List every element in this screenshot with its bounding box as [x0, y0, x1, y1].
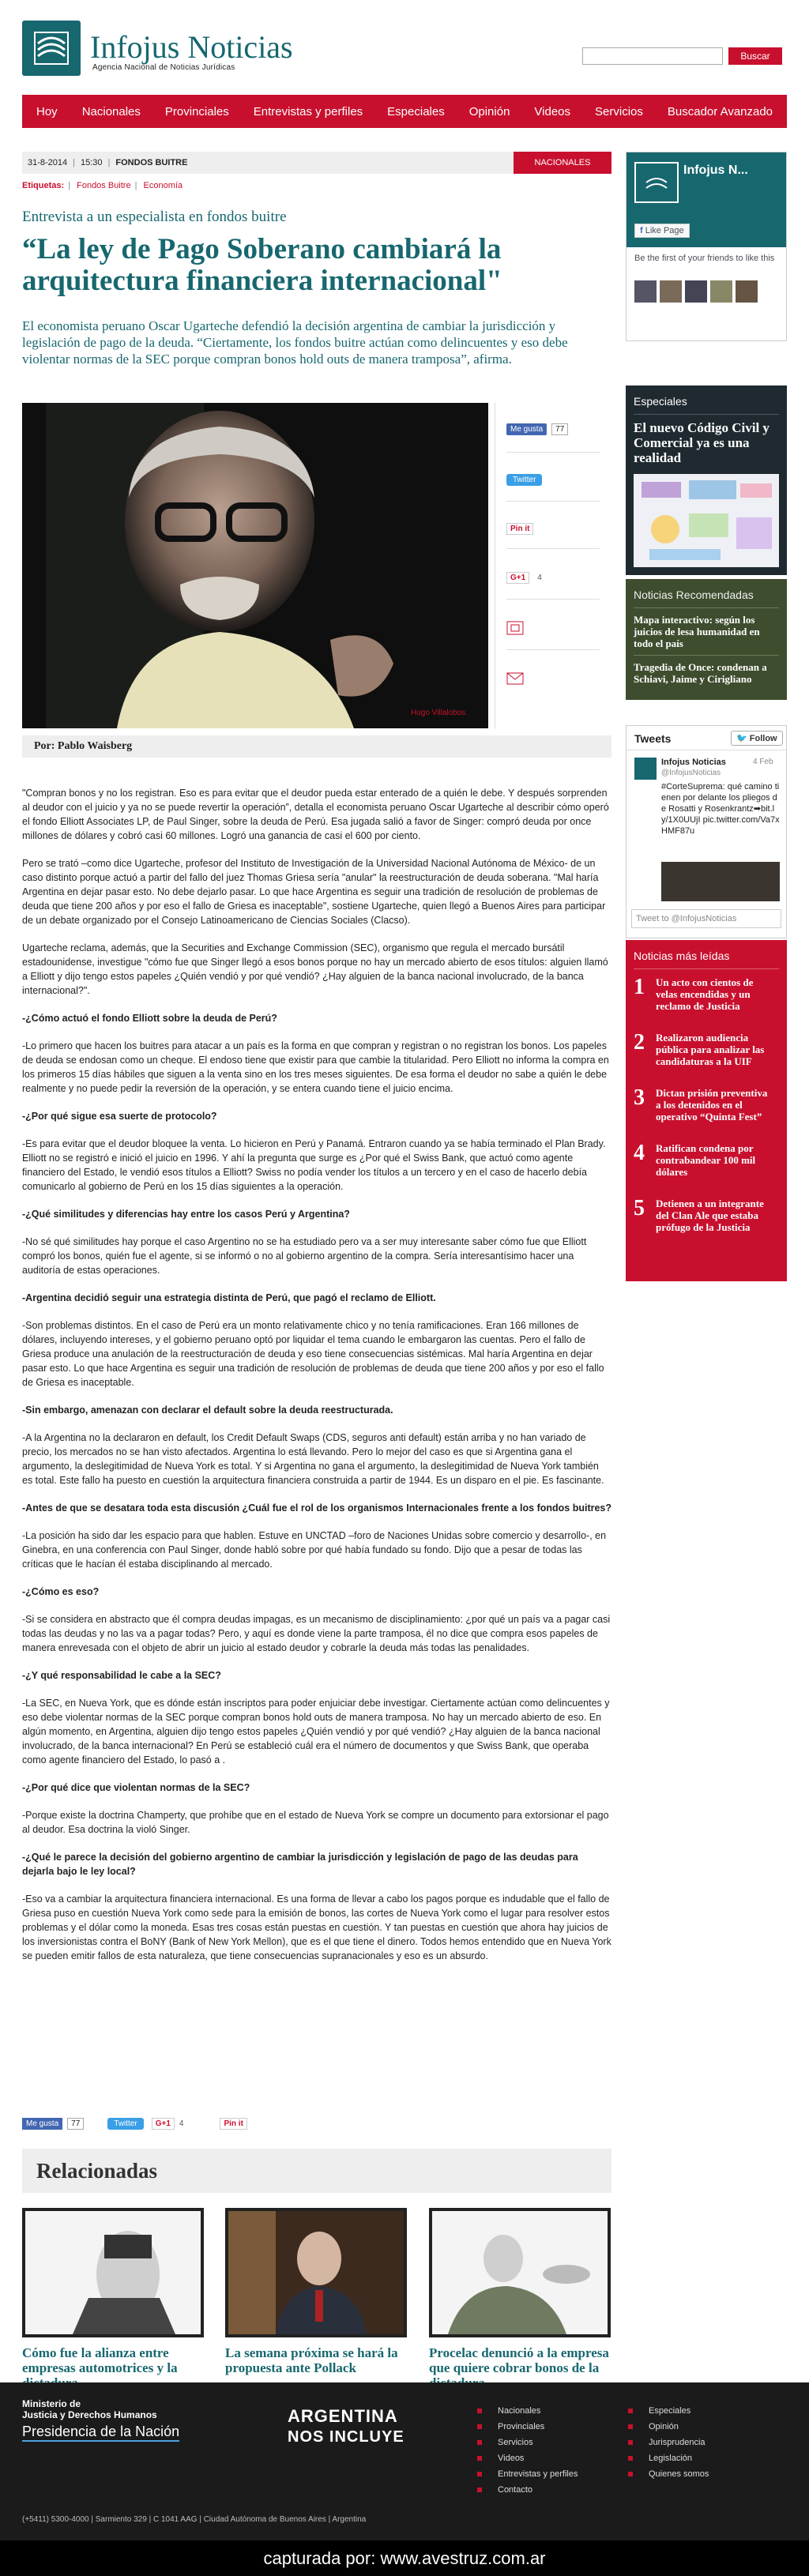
avatar[interactable]: [685, 280, 707, 303]
relacionadas-title: Relacionadas: [36, 2158, 158, 2183]
tweet-avatar[interactable]: [634, 758, 657, 780]
related-article[interactable]: [22, 2208, 204, 2390]
footer-link[interactable]: Videos: [477, 2454, 524, 2463]
especiales-label: Especiales: [634, 395, 687, 408]
email-icon[interactable]: [506, 671, 524, 686]
interview-question: -Antes de que se desatara toda esta discusión ¿Cuál fue el rol de los organismos Internacionales frente a los fondos buitres?: [22, 1502, 612, 1514]
interview-question: -Argentina decidió seguir una estrategia distinta de Perú, que pagó el reclamo de Elliott.: [22, 1292, 436, 1303]
share-column: [495, 403, 611, 728]
nav-item-buscador[interactable]: Buscador Avanzado: [667, 104, 773, 118]
facebook-like-button[interactable]: [506, 422, 568, 436]
article-meta-bar: 31-8-2014 | 15:30 | FONDOS BUITRE: [22, 152, 611, 174]
tweets-label: Tweets: [634, 732, 672, 745]
article-time: 15:30: [81, 158, 103, 167]
article-body: [22, 786, 611, 1976]
footer-link[interactable]: Nacionales: [477, 2406, 540, 2416]
footer-link[interactable]: Jurisprudencia: [628, 2438, 706, 2447]
footer-address: (+5411) 5300-4000 | Sarmiento 329 | C 1041 AAG | Ciudad Autónoma de Buenos Aires | Argentina: [22, 2515, 367, 2524]
facebook-icon: f: [640, 226, 645, 235]
especiales-image[interactable]: [634, 474, 779, 567]
tags-label: Etiquetas:: [22, 181, 65, 190]
article-lede: El economista peruano Oscar Ugarteche defendió la decisión argentina de cambiar la jurisdicción y legislación de pago de la deuda. “Ciertamente, los fondos buitre actúan como delincuentes y eso debe violentar normas de la SEC porque compran bonos hold outs de manera tramposa”, afirma.: [22, 318, 568, 367]
gplus-count: 4: [537, 573, 542, 582]
nav-item-videos[interactable]: Videos: [534, 104, 571, 118]
avatar[interactable]: [634, 280, 657, 303]
ministry-line-2: Justicia y Derechos Humanos: [22, 2409, 157, 2420]
like-page-label: Like Page: [645, 226, 684, 235]
twitter-timeline-widget: [626, 725, 787, 938]
mas-leidas-item[interactable]: [634, 976, 779, 1019]
tweet-text[interactable]: #CorteSuprema: qué camino tienen por delante los pliegos de Rosatti y Rosenkrantz➡bit.ly/1X0UUjI pic.twitter.com/Va7xHMF87u: [661, 782, 780, 836]
interview-question: -¿Cómo es eso?: [22, 1586, 100, 1597]
tags-row: Etiquetas: | Fondos Buitre | Economía: [22, 181, 183, 190]
article-paragraph: -Es para evitar que el deudor bloquee la venta. Lo hicieron en Perú y Panamá. Entraron cuando ya se había terminado el Plan Brady. Elliott no se registró e inició el juicio en 1996. Y ahí la pregunta que surge es ¿Por qué el Swiss Bank, que actuó como agente financiero del Estado, le vendió esos títulos a Elliott? Swiss no podía vender los títulos a un tercero y en el caso de hacerlo debía comunicarlo al gobierno de Perú en los 15 días siguientes a la operación.: [22, 1138, 606, 1192]
tweet-handle[interactable]: @InfojusNoticias: [661, 769, 721, 777]
nav-item-especiales[interactable]: Especiales: [387, 104, 445, 118]
interview-question: -¿Cómo actuó el fondo Elliott sobre la deuda de Perú?: [22, 1013, 277, 1024]
facebook-friends-avatars: [634, 280, 758, 303]
nav-item-nacionales[interactable]: Nacionales: [81, 104, 141, 118]
related-article-image[interactable]: [429, 2208, 611, 2337]
nav-item-opinion[interactable]: Opinión: [468, 104, 510, 118]
mas-leidas-number: 2: [634, 1030, 645, 1055]
footer-link[interactable]: Especiales: [628, 2406, 690, 2416]
slogan-line-2: NOS INCLUYE: [288, 2428, 404, 2446]
byline-text: Por: Pablo Waisberg: [34, 740, 133, 752]
footer-link[interactable]: Provinciales: [477, 2422, 544, 2431]
nav-item-provinciales[interactable]: Provinciales: [164, 104, 229, 118]
follow-label: Follow: [749, 734, 777, 743]
related-article[interactable]: [429, 2208, 611, 2390]
interview-question: -¿Qué similitudes y diferencias hay entre los casos Perú y Argentina?: [22, 1209, 350, 1220]
footer-link[interactable]: Legislación: [628, 2454, 692, 2463]
mas-leidas-item[interactable]: [634, 1142, 779, 1185]
footer-link[interactable]: Contacto: [477, 2485, 532, 2495]
gplus-button[interactable]: [506, 570, 542, 585]
recomendada-item[interactable]: Mapa interactivo: según los juicios de lesa humanidad en todo el país: [634, 614, 760, 649]
main-nav: [22, 95, 787, 128]
mas-leidas-item[interactable]: [634, 1087, 779, 1130]
related-article-title[interactable]: Cómo fue la alianza entre empresas automotrices y la: [22, 2345, 178, 2375]
tweet-image[interactable]: [661, 862, 780, 901]
avatar[interactable]: [736, 280, 758, 303]
article-paragraph: "Compran bonos y no los registran. Eso es para evitar que el deudor pueda estar enterado de a quién le debe. Y después sorprenden al deudor con el juicio y ya no se puede revertir la operación”, detalla el economista peruano Oscar Ugarteche al describir cómo operó el fondo Elliott Associates LP, de Paul Singer, sobre la deuda de Perú. Esa jugada salió a favor de Singer: compró deuda por once millones de dólares y cobró casi 60 millones. Logró una ganancia de casi el 600 por ciento.: [22, 788, 609, 841]
article-paragraph: -No sé qué similitudes hay porque el caso Argentino no se ha estudiado pero va a ser muy interesante saber cómo fue que Elliott compró los bonos, quién fue el agente, si se informó o no al gobierno argentino de la compra. Sería interesantísimo hacer una auditoría de estas operaciones.: [22, 1236, 587, 1276]
facebook-page-widget: [626, 152, 787, 341]
facebook-like-page-button[interactable]: [634, 224, 690, 238]
footer-link[interactable]: Quienes somos: [628, 2469, 709, 2479]
mas-leidas-title[interactable]: Realizaron audiencia pública para analizar las candidaturas a la UIF: [656, 1032, 765, 1067]
especiales-title[interactable]: El nuevo Código Civil y Comercial ya es una realidad: [634, 420, 769, 465]
facebook-like-count-bottom: 77: [67, 2118, 84, 2130]
byline: [22, 735, 611, 758]
section-badge[interactable]: NACIONALES: [514, 152, 611, 174]
footer-link[interactable]: Entrevistas y perfiles: [477, 2469, 578, 2479]
tag-link[interactable]: Fondos Buitre: [77, 181, 131, 190]
gplus-label: G+1: [506, 572, 529, 584]
twitter-bird-icon: 🐦: [736, 734, 750, 743]
article-paragraph: -Si se considera en abstracto que él compra deudas impagas, es un mecanismo de disciplinamiento: ¿por qué un país va a pagar casi todas las deudas y no las va a pagar todas? Pero, y aquí es donde viene la parte tramposa, él no dice que compra esos papeles de manera enrevesada con el objeto de abrir un juicio al estado deudor y cobrarle la deuda más todas las penalidades.: [22, 1614, 611, 1653]
article-paragraph: -Porque existe la doctrina Champerty, que prohíbe que en el estado de Nueva York se compre un documento para extorsionar el pago al deudor. Esa doctrina la violó Singer.: [22, 1810, 609, 1835]
site-header: [0, 0, 809, 95]
presidency-name[interactable]: Presidencia de la Nación: [22, 2424, 179, 2442]
gplus-button-bottom[interactable]: G+1: [152, 2118, 175, 2130]
twitter-follow-button[interactable]: [731, 731, 783, 746]
twitter-button-bottom[interactable]: Twitter: [107, 2118, 143, 2130]
mas-leidas-number: 3: [634, 1085, 645, 1110]
capture-watermark: capturada por: www.avestruz.com.ar: [0, 2540, 809, 2576]
pinit-label: Pin it: [506, 523, 533, 535]
brand-subtitle: Agencia Nacional de Noticias Jurídicas: [92, 63, 235, 72]
interview-question: -¿Qué le parece la decisión del gobierno argentino de cambiar la jurisdicción y legislación de pago de las deudas para dejarla bajo le ley local?: [22, 1852, 578, 1877]
related-article-title[interactable]: Procelac denunció a la empresa que quiere cobrar bonos de la: [429, 2345, 609, 2375]
mas-leidas-title[interactable]: Detienen a un integrante del Clan Ale que estaba prófugo de la Justicia: [656, 1198, 764, 1233]
facebook-friends-text: Be the first of your friends to like this: [634, 254, 775, 263]
twitter-button[interactable]: [506, 472, 542, 487]
gplus-count-bottom: 4: [179, 2119, 184, 2128]
interview-question: -¿Por qué dice que violentan normas de la SEC?: [22, 1782, 250, 1793]
site-footer: [0, 2382, 809, 2576]
nav-item-hoy[interactable]: Hoy: [36, 104, 58, 118]
pinit-button-bottom[interactable]: Pin it: [220, 2118, 246, 2130]
infojus-logo-small: [634, 162, 679, 203]
facebook-page-name[interactable]: Infojus N...: [683, 164, 748, 177]
mas-leidas-title[interactable]: Dictan prisión preventiva a los detenidos en el operativo “Quinta Fest”: [656, 1087, 768, 1123]
footer-link[interactable]: Opinión: [628, 2422, 679, 2431]
article-paragraph: Ugarteche reclama, además, que la Securities and Exchange Commission (SEC), organismo que regula el mercado bursátil estadounidense, investigue "cómo fue que Singer llegó a esos bonos porque no hay un mercado abierto de esos títulos: alguien llamó a Elliott y dijo tengo estos papeles ¿Quién vendió y por qué vendió? ¿Hay alguien de la banca nacional involucrado, de la banca internacional?".: [22, 942, 608, 996]
facebook-like-label: Me gusta: [506, 423, 547, 435]
footer-link[interactable]: Servicios: [477, 2438, 533, 2447]
mas-leidas-title[interactable]: Ratifican condena por contrabandear 100 mil dólares: [656, 1142, 756, 1178]
mas-leidas-list: [634, 976, 779, 1253]
infojus-logo[interactable]: [22, 21, 81, 76]
tweet-date[interactable]: 4 Feb: [753, 758, 773, 766]
recomendada-item[interactable]: Tragedia de Once: condenan a Schiavi, Jaime y Cirigliano: [634, 661, 767, 685]
ministry-name[interactable]: [22, 2398, 157, 2420]
mas-leidas-title[interactable]: Un acto con cientos de velas encendidas y un reclamo de Justicia: [656, 976, 754, 1012]
divider: [634, 414, 779, 415]
nav-item-servicios[interactable]: Servicios: [595, 104, 643, 118]
related-article-title[interactable]: La semana próxima se hará la propuesta ante Pollack: [225, 2345, 398, 2375]
facebook-like-count: 77: [551, 423, 568, 435]
article-paragraph: -La SEC, en Nueva York, que es dónde están inscriptos para poder enjuiciar debe investigar. Ciertamente actúan como delincuentes y eso debe violentar normas de la SEC porque compran bonos hold outs de manera tramposa. No hay un mercado abierto de eso. En algún momento, en Argentina, alguien dijo tengo estos papeles ¿Quién vendió y por qué vendió? ¿Hay alguien de la banca nacional involucrado, de la banca internacional? En Perú se estableció cuál era el número de documentos y que Swiss Bank, que operaba como agente financiero del Estado, lo pasó a .: [22, 1698, 610, 1766]
recomendadas-label: Noticias Recomendadas: [634, 589, 754, 601]
article-paragraph: -Lo primero que hacen los buitres para atacar a un país es la forma en que compran y registran o no registran los bonos. Los papeles de deuda se endosan como un cheque. El endoso tiene que existir para que cambie la titularidad. Pero Elliott no informa la compra en los primeros 15 días hábiles que siguen a la venta sino en los tres meses siguientes. De esa forma el deudor no sabe a quién le debe realmente y no puede pedir la reversión de la operación, y se entera cuando tiene el juicio encima.: [22, 1040, 609, 1094]
article-paragraph: -Eso va a cambiar la arquitectura financiera internacional. Es una forma de llevar a cabo los pagos porque es indudable que el fallo de Griesa puso en cuestión Nueva York como sede para la emisión de bonos, las cortes de Nueva York como el lugar para resolver estos problemas y el dólar como la moneda. Esas tres cosas están puestas en cuestión. Y tan puestas en cuestión que ahora hay juicios de los inversionistas contra el BoNY (Bank of New York Mellon), que es el que tiene el dinero. Todos hemos entendido que en Nueva York se pueden emitir fallos de esta naturaleza, que tiene consecuencias supranacionales y eso es un absurdo.: [22, 1893, 611, 1961]
related-article-image[interactable]: [225, 2208, 407, 2337]
twitter-label: Twitter: [506, 474, 542, 486]
related-article[interactable]: [225, 2208, 407, 2375]
facebook-like-button-bottom[interactable]: Me gusta: [22, 2118, 62, 2130]
mas-leidas-number: 4: [634, 1141, 645, 1165]
mas-leidas-widget: [626, 940, 787, 1281]
article-paragraph: Pero se trató –como dice Ugarteche, profesor del Instituto de Investigación de la Universidad Nacional Autónoma de México- de un caso distinto porque actuó a partir del fallo del juez Thomas Griesa sería "anular" la reestructuración de deuda soberana. "Mal haría Argentina en dejar pasar esto. No debe dejarlo pasar. Lo que hace Argentina es seguir una tradición de resolución de problemas de deuda que tiene 200 años y por eso el fallo de Griesa es inaceptable", sostiene Ugarteche, quien llegó a Buenos Aires para participar de un debate organizado por el Consejo Latinoamericano de Ciencias Sociales (Clacso).: [22, 858, 606, 926]
mas-leidas-number: 1: [634, 975, 645, 999]
pinit-button[interactable]: [506, 521, 533, 536]
mas-leidas-label: Noticias más leídas: [634, 950, 730, 962]
avatar[interactable]: [660, 280, 682, 303]
facebook-cover[interactable]: [627, 152, 786, 247]
mas-leidas-number: 5: [634, 1196, 645, 1220]
divider: [634, 968, 779, 969]
relacionadas-heading: [22, 2149, 611, 2193]
tweet-compose-input[interactable]: Tweet to @InfojusNoticias: [631, 909, 781, 928]
article-paragraph: -La posición ha sido dar les espacio para que hablen. Estuve en UNCTAD –foro de Naciones Unidas sobre comercio y desarrollo-, en Ginebra, en una conferencia con Paul Singer, donde habló sobre por qué había fundado su fondo. Dijo que a pesar de todas las críticas que le hacían él estaba disciplinando al mercado.: [22, 1530, 607, 1570]
related-article-image[interactable]: [22, 2208, 204, 2337]
tag-link[interactable]: Economía: [143, 181, 183, 190]
slogan-line-1: ARGENTINA: [288, 2406, 398, 2426]
recomendadas-widget: [626, 579, 787, 700]
especiales-widget[interactable]: [626, 385, 787, 575]
article-photo: [22, 403, 488, 728]
avatar[interactable]: [710, 280, 732, 303]
search-input[interactable]: [582, 47, 723, 65]
brand-name[interactable]: Infojus Noticias: [90, 29, 293, 65]
share-bottom-row: [22, 2115, 611, 2131]
mas-leidas-item[interactable]: [634, 1198, 779, 1240]
tweet-author[interactable]: Infojus Noticias: [661, 758, 726, 767]
article-section: FONDOS BUITRE: [115, 158, 188, 167]
print-icon[interactable]: [506, 621, 524, 635]
article-kicker: Entrevista a un especialista en fondos buitre: [22, 209, 287, 225]
interview-question: -¿Por qué sigue esa suerte de protocolo?: [22, 1111, 217, 1122]
search-button[interactable]: Buscar: [728, 47, 782, 65]
mas-leidas-item[interactable]: [634, 1032, 779, 1074]
interview-question: -¿Y qué responsabilidad le cabe a la SEC?: [22, 1670, 221, 1681]
divider: [634, 607, 779, 608]
nav-item-entrevistas[interactable]: Entrevistas y perfiles: [253, 104, 363, 118]
interview-question: -Sin embargo, amenazan con declarar el default sobre la deuda reestructurada.: [22, 1405, 393, 1416]
photo-credit: Hugo Villalobos: [411, 709, 466, 717]
divider: [634, 655, 779, 656]
article-paragraph: -Son problemas distintos. En el caso de Perú era un monto relativamente chico y no tenía ramificaciones. Eran 166 millones de dólares, incluyendo intereses, y el gobierno peruano optó por liquidar el tema cuando le embargaron las cuentas. Pero el fallo de Griesa produce una anulación de la reestructuración de deuda y eso tiene consecuencias sistémicas. Mal haría Argentina en dejar pasar esto. Lo que hace Argentina es seguir una tradición de resolución de problemas de deuda que tiene 200 años y por eso el fallo de Griesa es inaceptable.: [22, 1320, 604, 1388]
article-headline: “La ley de Pago Soberano cambiará la arquitectura financiera internacional": [22, 233, 502, 297]
ministry-line-1: Ministerio de: [22, 2398, 81, 2409]
article-paragraph: -A la Argentina no la declararon en default, los Credit Default Swaps (CDS, seguros anti default) están arriba y no han variado de precio, los mercados no se han visto afectados. Argentina lo está llevando. Pero lo mejor del caso es que si Argentina gana el argumento, la deslegitimidad de Nueva York es total. Y si Argentina no gana el argumento, la deslegitimidad de Nueva York también es total. Este fallo ha puesto en cuestión la arquitectura financiera construida a partir de 1944. Es un disparo en el pie. Es fascinante.: [22, 1432, 604, 1486]
article-date: 31-8-2014: [28, 158, 68, 167]
